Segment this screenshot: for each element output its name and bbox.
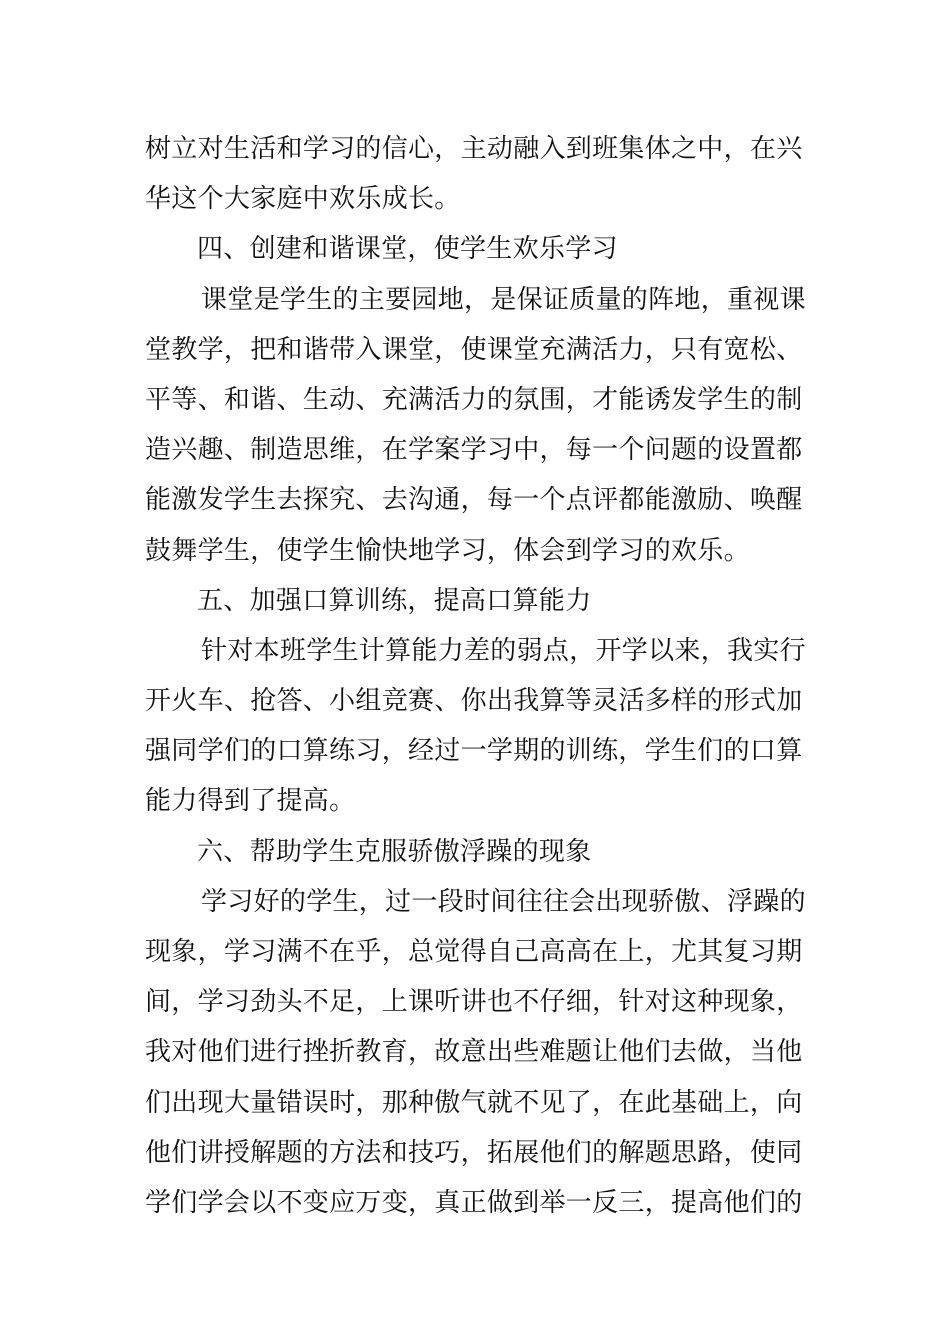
document-body xyxy=(145,124,810,1228)
body-line: 我对他们进行挫折教育，故意出些难题让他们去做，当他 xyxy=(145,1037,803,1068)
body-line: 树立对生活和学习的信心，主动融入到班集体之中，在兴 xyxy=(145,134,803,164)
body-line: 们出现大量错误时，那种傲气就不见了，在此基础上，向 xyxy=(145,1087,803,1118)
body-line: 堂教学，把和谐带入课堂，使课堂充满活力，只有宽松、 xyxy=(145,334,803,365)
body-line: 开火车、抢答、小组竞赛、你出我算等灵活多样的形式加 xyxy=(145,686,803,717)
body-line: 课堂是学生的主要园地，是保证质量的阵地，重视课 xyxy=(201,284,806,315)
section-heading: 四、创建和谐课堂，使学生欢乐学习 xyxy=(197,234,618,265)
body-line: 能激发学生去探究、去沟通，每一个点评都能激励、唤醒 xyxy=(145,485,803,516)
section-heading: 五、加强口算训练，提高口算能力 xyxy=(197,585,592,616)
body-line: 平等、和谐、生动、充满活力的氛围，才能诱发学生的制 xyxy=(145,384,803,415)
body-line: 华这个大家庭中欢乐成长。 xyxy=(145,184,461,215)
body-line: 现象，学习满不在乎，总觉得自己高高在上，尤其复习期 xyxy=(145,937,803,967)
body-line: 强同学们的口算练习，经过一学期的训练，学生们的口算 xyxy=(145,736,803,767)
body-line: 针对本班学生计算能力差的弱点，开学以来，我实行 xyxy=(201,635,806,666)
body-line: 学习好的学生，过一段时间往往会出现骄傲、浮躁的 xyxy=(201,886,806,917)
body-line: 学们学会以不变应万变，真正做到举一反三，提高他们的 xyxy=(145,1187,803,1218)
section-heading: 六、帮助学生克服骄傲浮躁的现象 xyxy=(197,836,592,867)
body-line: 能力得到了提高。 xyxy=(145,786,356,817)
body-line: 他们讲授解题的方法和技巧，拓展他们的解题思路，使同 xyxy=(145,1137,803,1168)
body-line: 间，学习劲头不足，上课听讲也不仔细，针对这种现象， xyxy=(145,987,803,1018)
body-line: 鼓舞学生，使学生愉快地学习，体会到学习的欢乐。 xyxy=(145,535,750,566)
body-line: 造兴趣、制造思维，在学案学习中，每一个问题的设置都 xyxy=(145,435,803,466)
